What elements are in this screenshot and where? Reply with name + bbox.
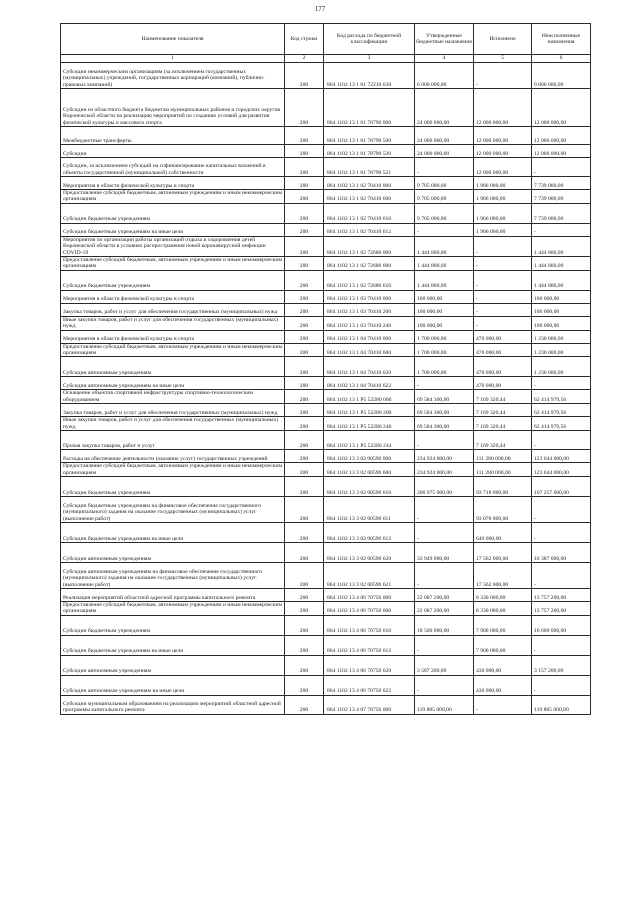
approved-amount-cell: 100 000,00 <box>415 316 474 330</box>
approved-amount-cell: - <box>415 635 474 655</box>
line-code-cell: 200 <box>285 542 324 562</box>
classification-code-cell: 864 1102 13 1 01 78790 000 <box>324 89 415 127</box>
approved-amount-cell: - <box>415 522 474 542</box>
unexecuted-amount-cell: - <box>532 522 591 542</box>
line-code-cell: 200 <box>285 145 324 158</box>
unexecuted-amount-cell: 12 000 000,00 <box>532 127 591 145</box>
unexecuted-amount-cell: 6 000 000,00 <box>532 63 591 89</box>
classification-code-cell: 864 1102 13 1 04 70410 600 <box>324 343 415 357</box>
line-code-cell: 200 <box>285 522 324 542</box>
table-row <box>61 316 591 330</box>
indicator-name-cell: Субсидии из областного бюджета бюджетам муниципальных районов и городских округов Воронежской области на реализацию мероприятий по созданию условий для развития физической культуры и массового спорта <box>61 89 285 127</box>
indicator-name-cell: Субсидии автономным учреждениям <box>61 357 285 377</box>
approved-amount-cell: - <box>415 158 474 177</box>
executed-amount-cell: 12 000 000,00 <box>474 158 532 177</box>
table-row <box>61 463 591 477</box>
classification-code-cell: 864 1102 13 1 P5 52280 244 <box>324 431 415 450</box>
classification-code-cell: 864 1102 13 4 06 70750 620 <box>324 655 415 675</box>
classification-code-cell: 864 1102 13 3 02 00590 610 <box>324 476 415 496</box>
executed-amount-cell: 430 000,00 <box>474 655 532 675</box>
indicator-name-cell: Мероприятия в области физической культуры и спорта <box>61 177 285 190</box>
indicator-name-cell: Предоставление субсидий бюджетным, автономным учреждениям и иным некоммерческим организациям <box>61 257 285 271</box>
approved-amount-cell: - <box>415 562 474 588</box>
header-approved: Утвержденные бюджетные назначения <box>415 24 474 55</box>
executed-amount-cell: - <box>474 316 532 330</box>
classification-code-cell: 864 1102 13 3 02 00590 620 <box>324 542 415 562</box>
table-row <box>61 343 591 357</box>
approved-amount-cell: 3 587 200,00 <box>415 655 474 675</box>
line-code-cell: 200 <box>285 695 324 714</box>
approved-amount-cell: 1 700 000,00 <box>415 357 474 377</box>
executed-amount-cell: - <box>474 303 532 316</box>
classification-code-cell: 864 1102 13 1 03 70410 000 <box>324 290 415 303</box>
executed-amount-cell: 7 169 320,44 <box>474 404 532 417</box>
header-indicator-name: Наименование показателя <box>61 24 285 55</box>
executed-amount-cell: 8 330 000,00 <box>474 601 532 615</box>
unexecuted-amount-cell: 3 157 200,00 <box>532 655 591 675</box>
table-row <box>61 357 591 377</box>
table-row <box>61 562 591 588</box>
column-number: 3 <box>324 55 415 63</box>
indicator-name-cell: Закупка товаров, работ и услуг для обеспечения государственных (муниципальных) нужд <box>61 404 285 417</box>
unexecuted-amount-cell: 100 000,00 <box>532 303 591 316</box>
approved-amount-cell: 6 000 000,00 <box>415 63 474 89</box>
table-row <box>61 177 591 190</box>
line-code-cell: 200 <box>285 190 324 204</box>
line-code-cell: 200 <box>285 601 324 615</box>
line-code-cell: 200 <box>285 635 324 655</box>
line-code-cell: 200 <box>285 431 324 450</box>
page-number: 177 <box>314 5 326 13</box>
executed-amount-cell: 93 718 000,00 <box>474 476 532 496</box>
column-number: 5 <box>474 55 532 63</box>
line-code-cell: 200 <box>285 236 324 256</box>
approved-amount-cell: 234 924 000,00 <box>415 463 474 477</box>
unexecuted-amount-cell: 123 644 000,00 <box>532 450 591 463</box>
unexecuted-amount-cell: - <box>532 158 591 177</box>
unexecuted-amount-cell: 7 739 000,00 <box>532 190 591 204</box>
executed-amount-cell: - <box>474 270 532 290</box>
table-body <box>61 63 591 715</box>
indicator-name-cell: Иные закупки товаров, работ и услуг для обеспечения государственных (муниципальных) нужд <box>61 316 285 330</box>
executed-amount-cell: 7 169 320,44 <box>474 390 532 404</box>
line-code-cell: 200 <box>285 377 324 390</box>
classification-code-cell: 864 1102 13 1 02 72680 600 <box>324 257 415 271</box>
classification-code-cell: 864 1102 13 1 04 70410 622 <box>324 377 415 390</box>
line-code-cell: 200 <box>285 89 324 127</box>
unexecuted-amount-cell: 1 230 000,00 <box>532 330 591 343</box>
unexecuted-amount-cell: 107 257 000,00 <box>532 476 591 496</box>
classification-code-cell: 864 1102 13 1 P5 52280 200 <box>324 404 415 417</box>
executed-amount-cell: 1 966 000,00 <box>474 177 532 190</box>
table-row <box>61 655 591 675</box>
table-row <box>61 89 591 127</box>
approved-amount-cell: 100 000,00 <box>415 290 474 303</box>
approved-amount-cell: 33 949 000,00 <box>415 542 474 562</box>
indicator-name-cell: Субсидии муниципальным образованиям на реализацию мероприятий областной адресной программы капитального ремонта <box>61 695 285 714</box>
table-row <box>61 377 591 390</box>
indicator-name-cell: Субсидии <box>61 145 285 158</box>
approved-amount-cell: 9 705 000,00 <box>415 203 474 223</box>
approved-amount-cell: - <box>415 496 474 522</box>
unexecuted-amount-cell: 13 757 200,00 <box>532 601 591 615</box>
table-row <box>61 190 591 204</box>
classification-code-cell: 864 1102 13 1 P5 52280 000 <box>324 390 415 404</box>
approved-amount-cell: 100 000,00 <box>415 303 474 316</box>
executed-amount-cell: 640 000,00 <box>474 522 532 542</box>
classification-code-cell: 864 1102 13 1 04 70410 000 <box>324 330 415 343</box>
classification-code-cell: 864 1102 13 1 01 78790 520 <box>324 145 415 158</box>
classification-code-cell: 864 1102 13 1 02 72680 000 <box>324 236 415 256</box>
classification-code-cell: 864 1102 13 1 04 70410 620 <box>324 357 415 377</box>
approved-amount-cell: 9 705 000,00 <box>415 190 474 204</box>
line-code-cell: 200 <box>285 257 324 271</box>
line-code-cell: 200 <box>285 177 324 190</box>
budget-report-table <box>60 23 591 715</box>
approved-amount-cell: 9 705 000,00 <box>415 177 474 190</box>
classification-code-cell: 864 1102 13 1 02 70410 612 <box>324 223 415 236</box>
executed-amount-cell: 7 169 320,44 <box>474 417 532 431</box>
classification-code-cell: 864 1102 13 1 01 78790 500 <box>324 127 415 145</box>
table-row <box>61 675 591 695</box>
column-number: 6 <box>532 55 591 63</box>
unexecuted-amount-cell: - <box>532 223 591 236</box>
unexecuted-amount-cell: 13 757 200,00 <box>532 588 591 601</box>
column-number: 2 <box>285 55 324 63</box>
indicator-name-cell: Предоставление субсидий бюджетным, автономным учреждениям и иным некоммерческим организациям <box>61 190 285 204</box>
executed-amount-cell: - <box>474 290 532 303</box>
classification-code-cell: 864 1102 13 1 02 72680 610 <box>324 270 415 290</box>
indicator-name-cell: Субсидии, за исключением субсидий на софинансирование капитальных вложений в объекты государственной (муниципальной) собственности <box>61 158 285 177</box>
executed-amount-cell: 8 330 000,00 <box>474 588 532 601</box>
classification-code-cell: 864 1102 13 1 03 70410 200 <box>324 303 415 316</box>
table-row <box>61 203 591 223</box>
column-number: 1 <box>61 55 285 63</box>
table-row <box>61 431 591 450</box>
approved-amount-cell: 24 000 000,00 <box>415 127 474 145</box>
indicator-name-cell: Мероприятия в области физической культуры и спорта <box>61 290 285 303</box>
table-row <box>61 290 591 303</box>
line-code-cell: 200 <box>285 343 324 357</box>
indicator-name-cell: Субсидии бюджетным учреждениям <box>61 476 285 496</box>
unexecuted-amount-cell: - <box>532 377 591 390</box>
unexecuted-amount-cell: 1 230 000,00 <box>532 343 591 357</box>
approved-amount-cell: 69 584 300,00 <box>415 404 474 417</box>
classification-code-cell: 864 1102 13 4 06 70750 000 <box>324 588 415 601</box>
executed-amount-cell: 17 562 000,00 <box>474 562 532 588</box>
executed-amount-cell: 7 900 000,00 <box>474 635 532 655</box>
approved-amount-cell: 200 975 000,00 <box>415 476 474 496</box>
table-row <box>61 236 591 256</box>
table-row <box>61 417 591 431</box>
executed-amount-cell: 111 280 000,00 <box>474 463 532 477</box>
classification-code-cell: 864 1102 13 1 02 70410 000 <box>324 177 415 190</box>
classification-code-cell: 864 1102 13 1 01 78790 521 <box>324 158 415 177</box>
unexecuted-amount-cell: 123 644 000,00 <box>532 463 591 477</box>
executed-amount-cell: 12 000 000,00 <box>474 127 532 145</box>
table-row <box>61 270 591 290</box>
executed-amount-cell: - <box>474 695 532 714</box>
header-classification-code: Код расхода по бюджетной классификации <box>324 24 415 55</box>
line-code-cell: 200 <box>285 615 324 635</box>
table-row <box>61 257 591 271</box>
unexecuted-amount-cell: 100 000,00 <box>532 290 591 303</box>
unexecuted-amount-cell: - <box>532 562 591 588</box>
indicator-name-cell: Реализация мероприятий областной адресной программы капитального ремонта <box>61 588 285 601</box>
indicator-name-cell: Субсидии бюджетным учреждениям <box>61 270 285 290</box>
executed-amount-cell: 111 280 000,00 <box>474 450 532 463</box>
unexecuted-amount-cell: 62 414 979,56 <box>532 390 591 404</box>
indicator-name-cell: Субсидии автономным учреждениям на иные цели <box>61 675 285 695</box>
table-row <box>61 390 591 404</box>
executed-amount-cell: 430 000,00 <box>474 675 532 695</box>
classification-code-cell: 864 1102 13 1 02 70410 600 <box>324 190 415 204</box>
indicator-name-cell: Мероприятия по организации работы организаций отдыха и оздоровления детей Воронежской области в условиях распространения новой коронавирусной инфекции COVID-19 <box>61 236 285 256</box>
approved-amount-cell: 1 700 000,00 <box>415 330 474 343</box>
indicator-name-cell: Субсидии автономным учреждениям <box>61 655 285 675</box>
table-row <box>61 476 591 496</box>
line-code-cell: 200 <box>285 316 324 330</box>
table-row <box>61 635 591 655</box>
line-code-cell: 200 <box>285 588 324 601</box>
executed-amount-cell: 93 078 000,00 <box>474 496 532 522</box>
table-row <box>61 522 591 542</box>
table-row <box>61 223 591 236</box>
header-line-code: Код строки <box>285 24 324 55</box>
unexecuted-amount-cell: 16 387 000,00 <box>532 542 591 562</box>
line-code-cell: 200 <box>285 270 324 290</box>
approved-amount-cell: 22 087 200,00 <box>415 588 474 601</box>
indicator-name-cell: Субсидии бюджетным учреждениям <box>61 203 285 223</box>
indicator-name-cell: Субсидии бюджетным учреждениям на финансовое обеспечение государственного (муниципального) задания на оказание государственных (муниципальных) услуг (выполнение работ) <box>61 496 285 522</box>
approved-amount-cell: 18 500 000,00 <box>415 615 474 635</box>
table-row <box>61 542 591 562</box>
classification-code-cell: 864 1102 13 1 01 72210 630 <box>324 63 415 89</box>
indicator-name-cell: Предоставление субсидий бюджетным, автономным учреждениям и иным некоммерческим организациям <box>61 601 285 615</box>
unexecuted-amount-cell: 100 000,00 <box>532 316 591 330</box>
table-row <box>61 695 591 714</box>
approved-amount-cell: - <box>415 675 474 695</box>
executed-amount-cell: 7 169 320,44 <box>474 431 532 450</box>
table-row <box>61 588 591 601</box>
table-row <box>61 127 591 145</box>
classification-code-cell: 864 1102 13 4 06 70750 622 <box>324 675 415 695</box>
indicator-name-cell: Субсидии бюджетным учреждениям на иные цели <box>61 223 285 236</box>
line-code-cell: 200 <box>285 450 324 463</box>
classification-code-cell: 864 1102 13 3 02 00590 600 <box>324 463 415 477</box>
indicator-name-cell: Мероприятия в области физической культуры и спорта <box>61 330 285 343</box>
line-code-cell: 200 <box>285 404 324 417</box>
unexecuted-amount-cell: - <box>532 675 591 695</box>
line-code-cell: 200 <box>285 463 324 477</box>
executed-amount-cell: 12 000 000,00 <box>474 145 532 158</box>
executed-amount-cell: 7 900 000,00 <box>474 615 532 635</box>
approved-amount-cell: 1 700 000,00 <box>415 343 474 357</box>
executed-amount-cell: 17 562 000,00 <box>474 542 532 562</box>
indicator-name-cell: Межбюджетные трансферты <box>61 127 285 145</box>
approved-amount-cell: 69 584 300,00 <box>415 417 474 431</box>
line-code-cell: 200 <box>285 303 324 316</box>
executed-amount-cell: 470 000,00 <box>474 330 532 343</box>
approved-amount-cell: 234 924 000,00 <box>415 450 474 463</box>
executed-amount-cell: - <box>474 257 532 271</box>
approved-amount-cell: - <box>415 431 474 450</box>
classification-code-cell: 864 1102 13 1 03 70410 240 <box>324 316 415 330</box>
unexecuted-amount-cell: 119 885 000,00 <box>532 695 591 714</box>
header-executed: Исполнено <box>474 24 532 55</box>
table-row <box>61 615 591 635</box>
unexecuted-amount-cell: - <box>532 431 591 450</box>
approved-amount-cell: 119 885 000,00 <box>415 695 474 714</box>
indicator-name-cell: Предоставление субсидий бюджетным, автономным учреждениям и иным некоммерческим организациям <box>61 463 285 477</box>
table-row <box>61 404 591 417</box>
unexecuted-amount-cell: 62 414 979,56 <box>532 404 591 417</box>
classification-code-cell: 864 1102 13 4 07 78750 000 <box>324 695 415 714</box>
indicator-name-cell: Закупка товаров, работ и услуг для обеспечения государственных (муниципальных) нужд <box>61 303 285 316</box>
unexecuted-amount-cell: 12 000 000,00 <box>532 89 591 127</box>
table-row <box>61 303 591 316</box>
classification-code-cell: 864 1102 13 1 02 70410 610 <box>324 203 415 223</box>
line-code-cell: 200 <box>285 562 324 588</box>
indicator-name-cell: Субсидии автономным учреждениям на иные цели <box>61 377 285 390</box>
indicator-name-cell: Оснащение объектов спортивной инфраструктуры спортивно-технологическим оборудованием <box>61 390 285 404</box>
line-code-cell: 200 <box>285 655 324 675</box>
executed-amount-cell: 1 966 000,00 <box>474 203 532 223</box>
classification-code-cell: 864 1102 13 1 P5 52280 240 <box>324 417 415 431</box>
line-code-cell: 200 <box>285 158 324 177</box>
executed-amount-cell: - <box>474 236 532 256</box>
column-number-row <box>61 55 591 63</box>
unexecuted-amount-cell: 7 739 000,00 <box>532 177 591 190</box>
unexecuted-amount-cell: 62 414 979,56 <box>532 417 591 431</box>
table-row <box>61 158 591 177</box>
unexecuted-amount-cell: 1 444 800,00 <box>532 270 591 290</box>
classification-code-cell: 864 1102 13 3 02 00590 621 <box>324 562 415 588</box>
executed-amount-cell: 1 966 000,00 <box>474 223 532 236</box>
indicator-name-cell: Субсидии бюджетным учреждениям на иные цели <box>61 635 285 655</box>
classification-code-cell: 864 1102 13 3 02 00590 611 <box>324 496 415 522</box>
executed-amount-cell: 470 000,00 <box>474 377 532 390</box>
classification-code-cell: 864 1102 13 3 02 00590 612 <box>324 522 415 542</box>
executed-amount-cell: 470 000,00 <box>474 343 532 357</box>
line-code-cell: 200 <box>285 390 324 404</box>
approved-amount-cell: 24 000 000,00 <box>415 89 474 127</box>
table-row <box>61 145 591 158</box>
indicator-name-cell: Субсидии автономным учреждениям на финансовое обеспечение государственного (муниципального) задания на оказание государственных (муниципальных) услуг (выполнение работ) <box>61 562 285 588</box>
approved-amount-cell: - <box>415 377 474 390</box>
approved-amount-cell: 1 444 800,00 <box>415 236 474 256</box>
line-code-cell: 200 <box>285 223 324 236</box>
unexecuted-amount-cell: 10 600 000,00 <box>532 615 591 635</box>
table-row <box>61 450 591 463</box>
unexecuted-amount-cell: - <box>532 635 591 655</box>
table-row <box>61 330 591 343</box>
line-code-cell: 200 <box>285 496 324 522</box>
line-code-cell: 200 <box>285 290 324 303</box>
classification-code-cell: 864 1102 13 4 06 70750 600 <box>324 601 415 615</box>
unexecuted-amount-cell: - <box>532 496 591 522</box>
classification-code-cell: 864 1102 13 3 02 00590 000 <box>324 450 415 463</box>
indicator-name-cell: Субсидии автономным учреждениям <box>61 542 285 562</box>
classification-code-cell: 864 1102 13 4 06 70750 610 <box>324 615 415 635</box>
indicator-name-cell: Субсидии бюджетным учреждениям <box>61 615 285 635</box>
approved-amount-cell: 1 444 800,00 <box>415 270 474 290</box>
table-row <box>61 63 591 89</box>
unexecuted-amount-cell: 12 000 000,00 <box>532 145 591 158</box>
line-code-cell: 200 <box>285 63 324 89</box>
line-code-cell: 200 <box>285 203 324 223</box>
header-unexecuted: Неисполненные назначения <box>532 24 591 55</box>
unexecuted-amount-cell: 1 230 000,00 <box>532 357 591 377</box>
indicator-name-cell: Предоставление субсидий бюджетным, автономным учреждениям и иным некоммерческим организациям <box>61 343 285 357</box>
table-row <box>61 601 591 615</box>
column-number: 4 <box>415 55 474 63</box>
line-code-cell: 200 <box>285 675 324 695</box>
indicator-name-cell: Иные закупки товаров, работ и услуг для обеспечения государственных (муниципальных) нужд <box>61 417 285 431</box>
unexecuted-amount-cell: 7 739 000,00 <box>532 203 591 223</box>
line-code-cell: 200 <box>285 127 324 145</box>
approved-amount-cell: 1 444 800,00 <box>415 257 474 271</box>
approved-amount-cell: 24 000 000,00 <box>415 145 474 158</box>
executed-amount-cell: 470 000,00 <box>474 357 532 377</box>
indicator-name-cell: Субсидии бюджетным учреждениям на иные цели <box>61 522 285 542</box>
executed-amount-cell: - <box>474 63 532 89</box>
line-code-cell: 200 <box>285 476 324 496</box>
indicator-name-cell: Прочая закупка товаров, работ и услуг <box>61 431 285 450</box>
indicator-name-cell: Расходы на обеспечение деятельности (оказание услуг) государственных учреждений <box>61 450 285 463</box>
executed-amount-cell: 1 966 000,00 <box>474 190 532 204</box>
approved-amount-cell: - <box>415 223 474 236</box>
line-code-cell: 200 <box>285 417 324 431</box>
unexecuted-amount-cell: 1 444 800,00 <box>532 257 591 271</box>
line-code-cell: 200 <box>285 357 324 377</box>
line-code-cell: 200 <box>285 330 324 343</box>
approved-amount-cell: 22 087 200,00 <box>415 601 474 615</box>
header-row <box>61 24 591 55</box>
executed-amount-cell: 12 000 000,00 <box>474 89 532 127</box>
table-row <box>61 496 591 522</box>
unexecuted-amount-cell: 1 444 800,00 <box>532 236 591 256</box>
classification-code-cell: 864 1102 13 4 06 70750 612 <box>324 635 415 655</box>
approved-amount-cell: 69 584 300,00 <box>415 390 474 404</box>
indicator-name-cell: Субсидии некоммерческим организациям (за исключением государственных (муниципальных) учреждений, государственных корпораций (компаний), публично-правовых компаний) <box>61 63 285 89</box>
